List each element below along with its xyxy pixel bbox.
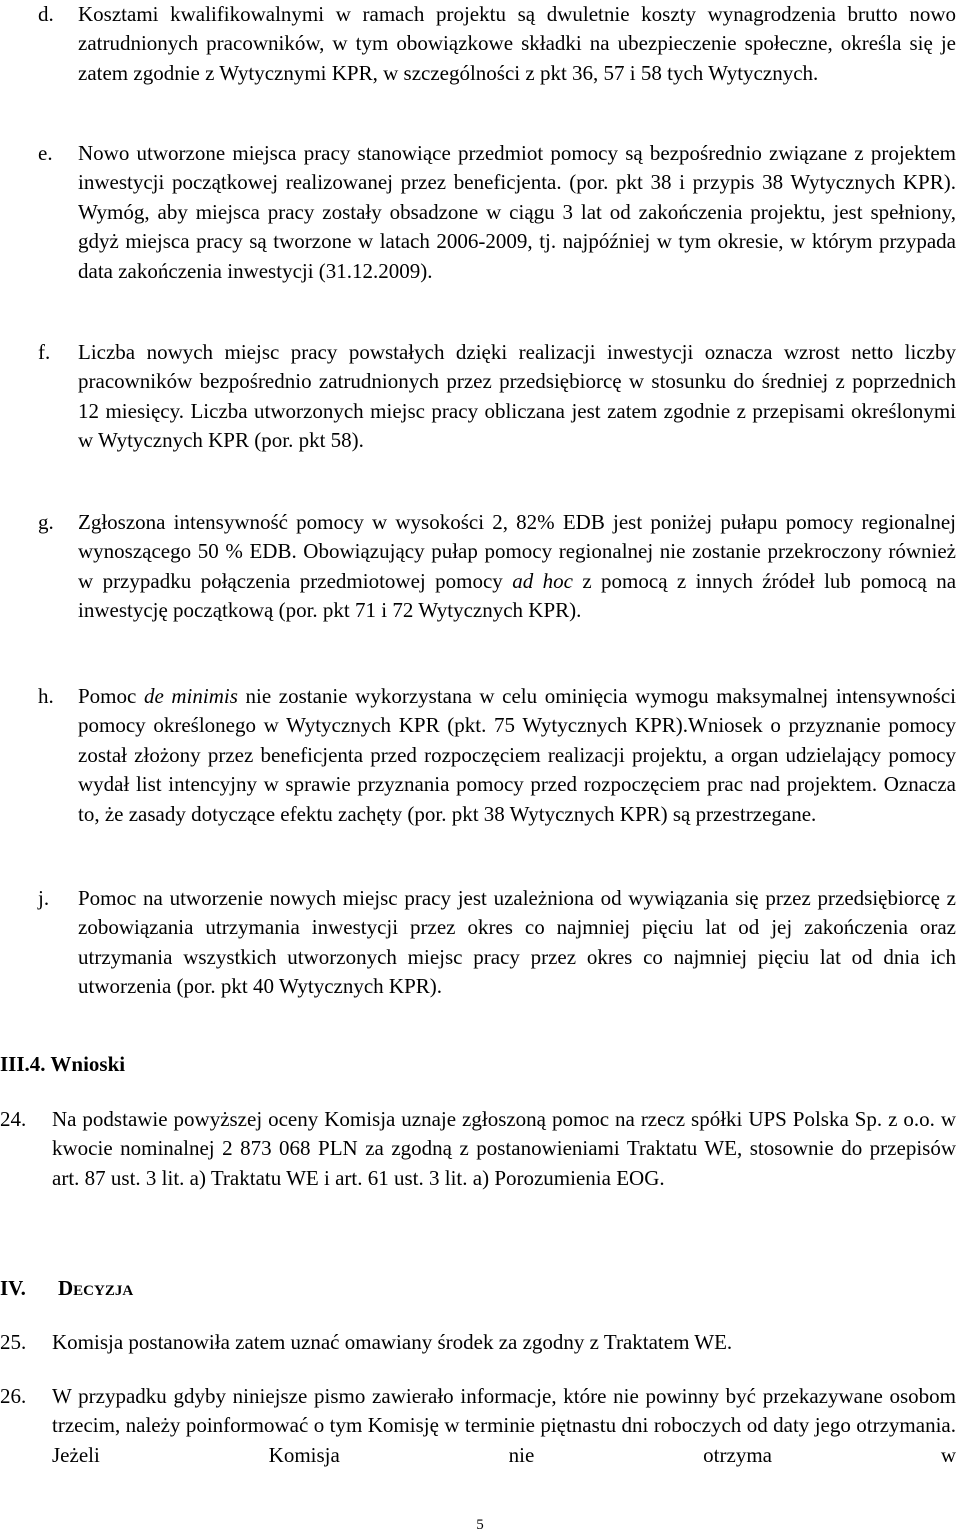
section-heading-wnioski: III.4. Wnioski	[0, 1052, 126, 1076]
item-marker: g.	[38, 510, 54, 534]
list-item-e	[38, 139, 956, 286]
item-text-italic: de minimis	[143, 684, 238, 708]
item-text-italic: ad hoc	[512, 568, 573, 593]
page-number: 5	[476, 1517, 484, 1533]
paragraph-25	[0, 1328, 956, 1357]
section-heading-decyzja	[0, 1274, 133, 1303]
paragraph-number: 24.	[0, 1107, 27, 1131]
paragraph-text: Na podstawie powyższej oceny Komisja uznaje zgłoszoną pomoc na rzecz spółki UPS Polska Sp. z o.o. w kwocie nominalnej 2 873 068 PLN za zgodną z postanowieniami Traktatu WE, stosownie do przepisów art. 87 ust. 3 lit. a) Traktatu WE i art. 61 ust. 3 lit. a) Porozumienia EOG.	[52, 1107, 956, 1190]
item-text: Kosztami kwalifikowalnymi w ramach projektu są dwuletnie koszty wynagrodzenia brutto nowo zatrudnionych pracowników, w tym obowiązkowe składki na ubezpieczenie społeczne, określa się je zatem zgodnie z Wytycznymi KPR, w szczególności z pkt 36, 57 i 58 tych Wytycznych.	[78, 2, 956, 85]
item-text: Pomoc na utworzenie nowych miejsc pracy jest uzależniona od wywiązania się przez przedsiębiorcę z zobowiązania utrzymania inwestycji przez okres co najmniej pięciu lat od jej zakończenia oraz utrzymania wszystkich utworzonych miejsc pracy przez okres co najmniej pięciu lat od dnia ich utworzenia (por. pkt 40 Wytycznych KPR).	[78, 886, 956, 999]
paragraph-26	[0, 1382, 956, 1470]
item-marker: e.	[38, 141, 53, 165]
item-text: Liczba nowych miejsc pracy powstałych dzięki realizacji inwestycji oznacza wzrost netto liczby pracowników bezpośrednio zatrudnionych przez przedsiębiorcę w stosunku do średniej z poprzednich 12 miesięcy. Liczba utworzonych miejsc pracy obliczana jest zatem zgodnie z przepisami określonymi w Wytycznych KPR (por. pkt 58).	[78, 340, 956, 453]
list-item-g	[38, 508, 956, 626]
section-number: IV.	[0, 1276, 26, 1300]
list-item-d	[38, 0, 956, 88]
list-item-f	[38, 338, 956, 456]
item-text	[78, 508, 956, 626]
section-title: Decyzja	[58, 1276, 134, 1300]
item-text-part: z pomocą z innych źródeł lub pomocą na inwestycję początkową (por. pkt 71 i 72 Wytycznych KPR).	[78, 568, 957, 623]
list-item-h	[38, 682, 956, 829]
item-marker: f.	[38, 340, 51, 364]
item-text-part: nie zostanie wykorzystana w celu ominięcia wymogu maksymalnej intensywności pomocy określonego w Wytycznych KPR (pkt. 75 Wytycznych KPR).Wniosek o przyznanie pomocy został złożony przez beneficjenta przed rozpoczęciem realizacji projektu, a organ udzielający pomocy wydał list intencyjny w sprawie przyznania pomocy przed rozpoczęciem prac nad projektem. Oznacza to, że zasady dotyczące efektu zachęty (por. pkt 38 Wytycznych KPR) są przestrzegane.	[78, 684, 956, 826]
paragraph-text: Komisja postanowiła zatem uznać omawiany środek za zgodny z Traktatem WE.	[52, 1330, 733, 1354]
item-text-part: Pomoc	[78, 684, 144, 708]
paragraph-24	[0, 1105, 956, 1193]
paragraph-number: 26.	[0, 1384, 27, 1408]
item-marker: d.	[38, 2, 54, 26]
list-item-j	[38, 884, 956, 1002]
item-text-part: Zgłoszona intensywność pomocy w wysokości 2, 82% EDB jest poniżej pułapu pomocy regionalnej wynoszącego 50 % EDB. Obowiązujący pułap pomocy regionalnej nie zostanie przekroczony również w przypadku połączenia przedmiotowej pomocy	[78, 510, 956, 593]
paragraph-text: W przypadku gdyby niniejsze pismo zawierało informacje, które nie powinny być przekazywane osobom trzecim, należy poinformować o tym Komisję w terminie piętnastu dni roboczych od daty jego otrzymania. Jeżeli Komisja nie otrzyma w	[52, 1384, 956, 1467]
paragraph-number: 25.	[0, 1330, 27, 1354]
item-marker: h.	[38, 684, 54, 708]
item-text	[78, 682, 956, 829]
item-marker: j.	[38, 886, 50, 910]
item-text: Nowo utworzone miejsca pracy stanowiące przedmiot pomocy są bezpośrednio związane z projektem inwestycji początkowej realizowanej przez beneficjenta. (por. pkt 38 i przypis 38 Wytycznych KPR). Wymóg, aby miejsca pracy zostały obsadzone w ciągu 3 lat od zakończenia projektu, jest spełniony, gdyż miejsca pracy są tworzone w latach 2006-2009, tj. najpóźniej w tym okresie, w którym przypada data zakończenia inwestycji (31.12.2009).	[78, 141, 956, 283]
